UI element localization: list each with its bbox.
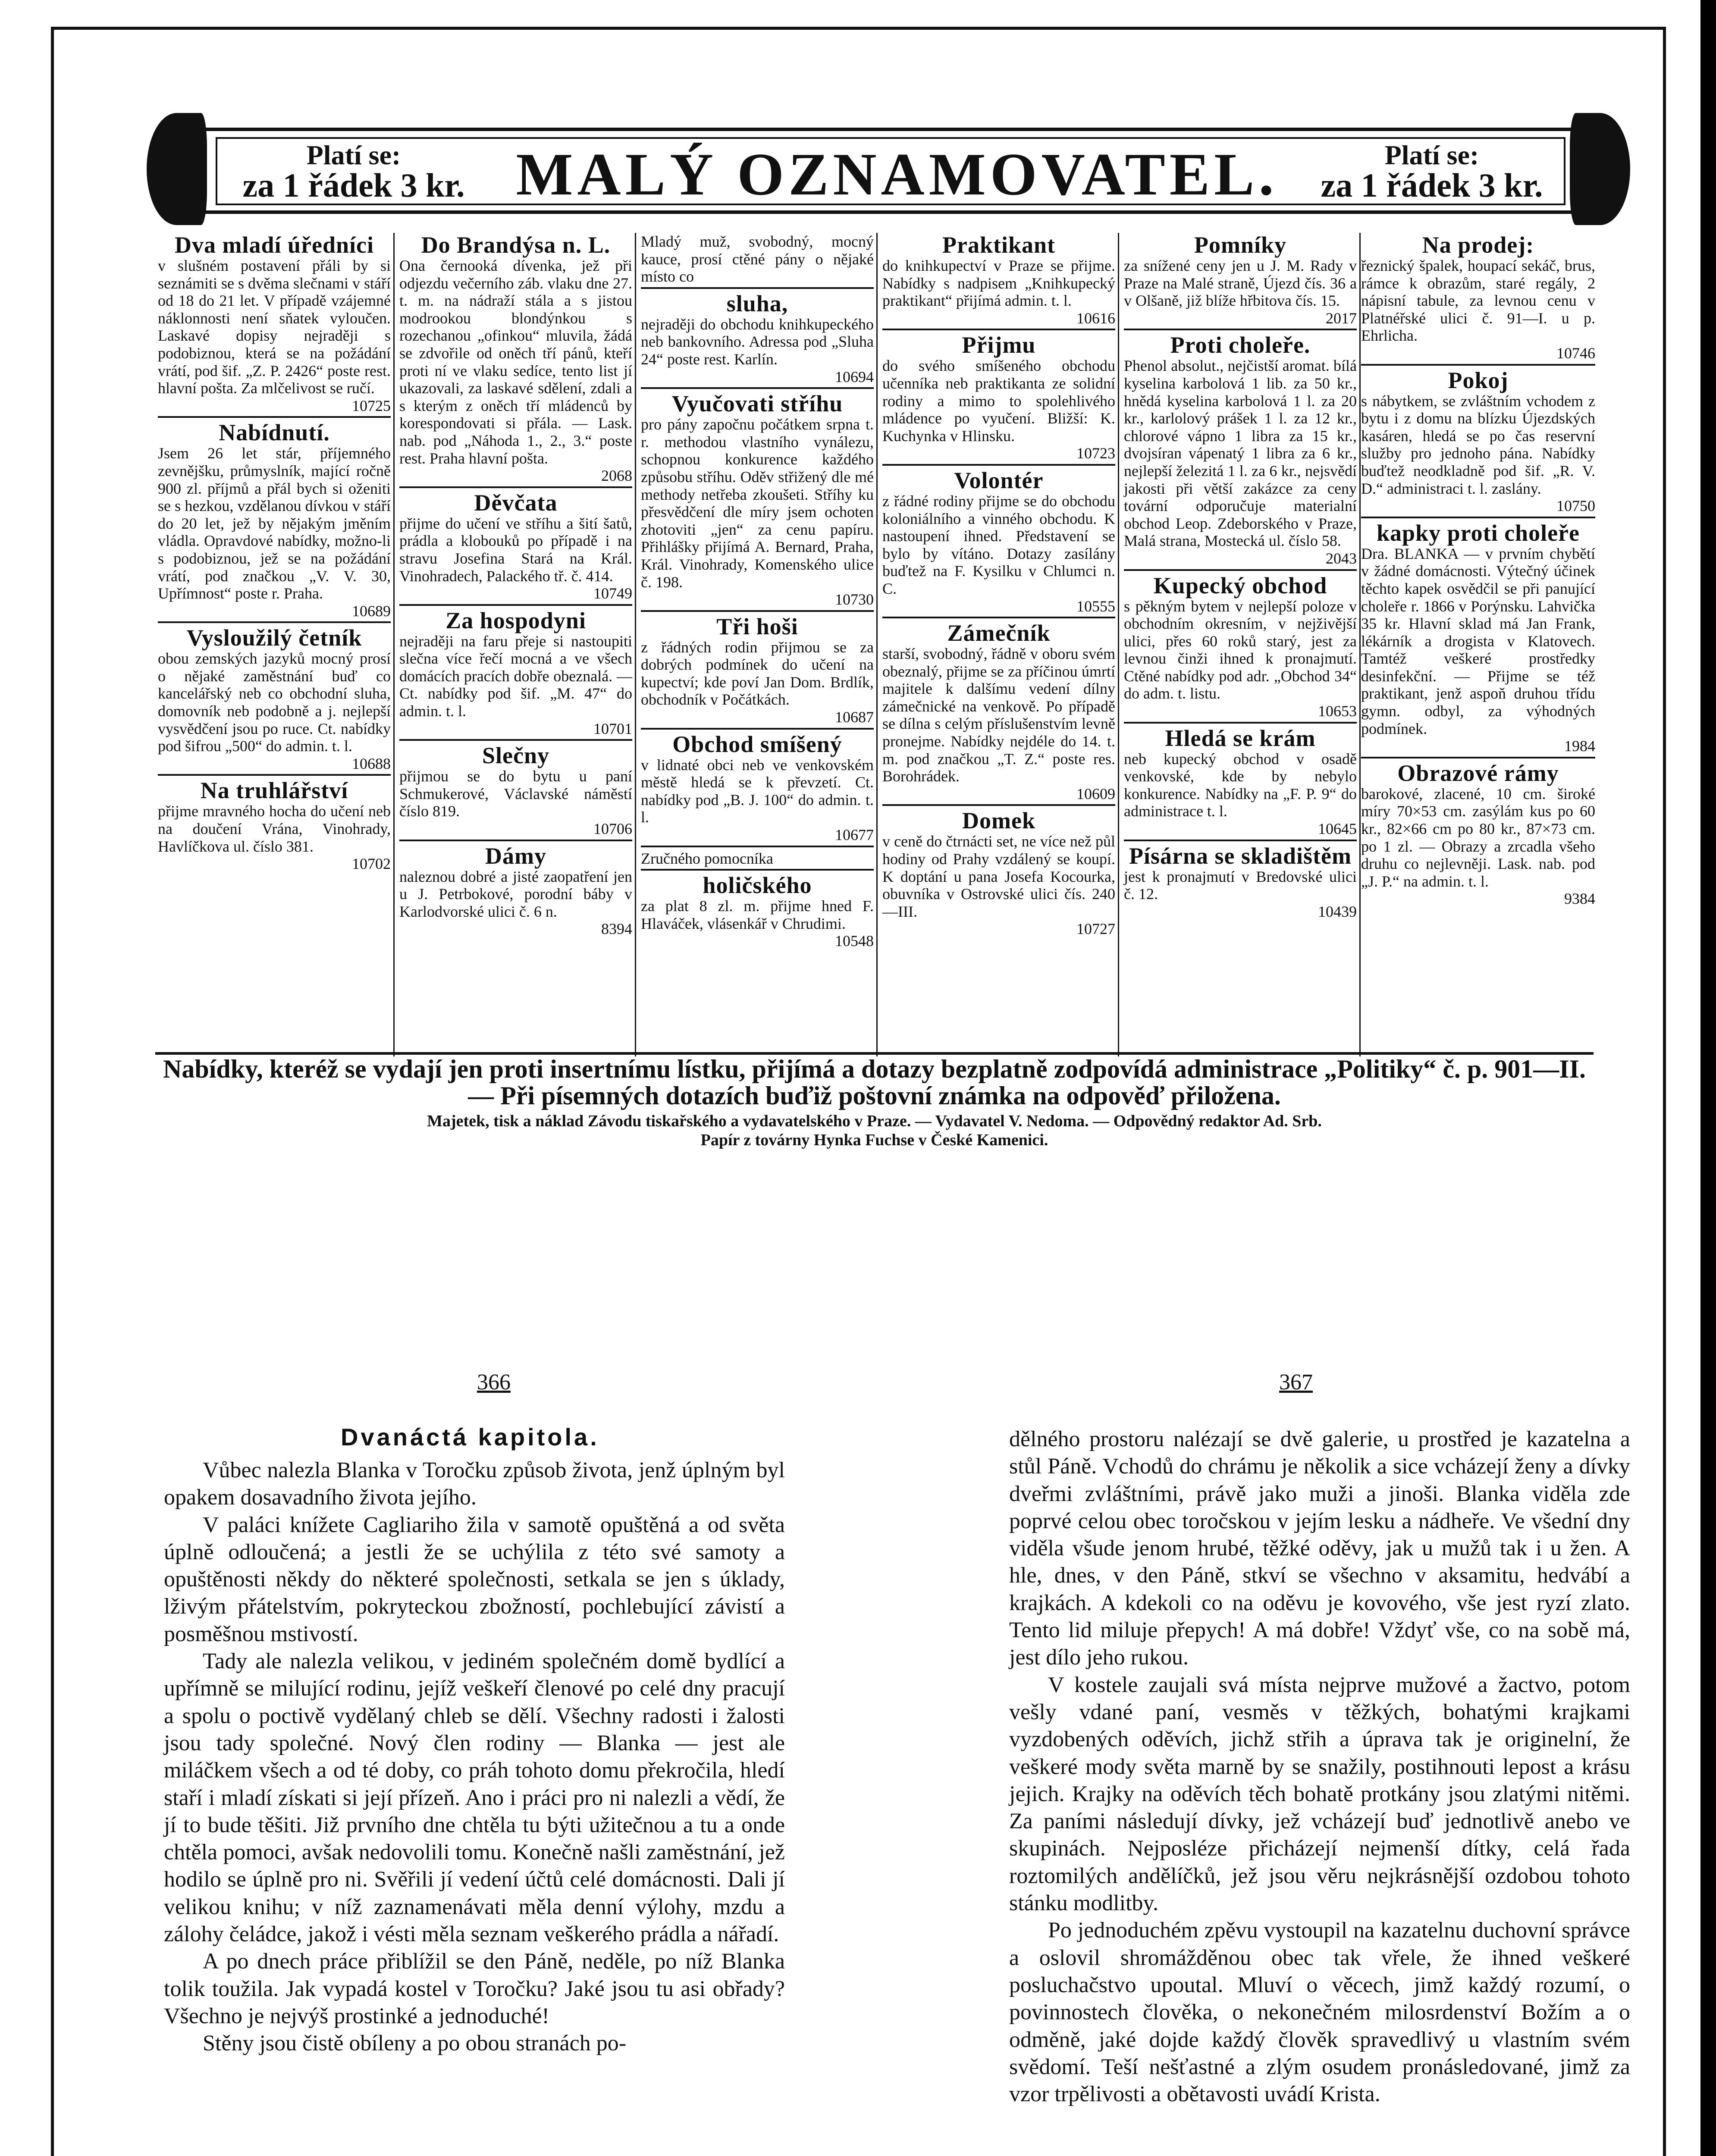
ad-code: 10694 (835, 368, 874, 385)
ad-code: 10677 (835, 826, 874, 844)
classified-ad (158, 778, 391, 874)
ad-code: 10439 (1318, 903, 1357, 920)
ad-code: 10749 (593, 585, 632, 602)
ad-title: Děvčata (474, 489, 558, 516)
header-price-left (233, 140, 474, 204)
ad-title: Slečny (482, 743, 549, 769)
ad-title: Přijmu (962, 332, 1036, 358)
ad-text: za snížené ceny jen u J. M. Rady v Praze na Malé straně, Újezd čís. 36 a v Olšaně, již blíže hřbitova čís. 15. (1124, 257, 1357, 310)
ad-code: 10689 (352, 602, 391, 620)
ad-title: Za hospodyni (445, 607, 586, 633)
ad-text: starší, svobodný, řádně v oboru svém obeznalý, přijme se za příčinou úmrtí majitele k dalšímu vedení dílny zámečnické na venkově. Po případě se dílna s celým příslušenstvím levně pronejme. Nabídky nejdéle do 14. t. m. pod značkou „T. Z.“ poste res. Borohrádek. (882, 645, 1115, 785)
ad-code: 1984 (1564, 737, 1595, 755)
classified-ad (641, 850, 874, 871)
ad-text: z řádných rodin přijmou se za dobrých podmínek do učení na kupectví; kde poví Jan Dom. Brdlík, obchodník v Počátkách. (641, 638, 874, 708)
ad-code: 10653 (1318, 702, 1357, 720)
classified-ad (641, 392, 874, 612)
scan-edge-bar (1700, 0, 1716, 2156)
ad-column (1358, 233, 1598, 1056)
ad-text: Ona černooká dívenka, jež při odjezdu večerního záb. vlaku dne 27. t. m. na nádraží stála a s jistou modrookou blondýnkou s rozechanou „ofinkou“ mluvila, žádá se zdvořile od oněch tří pánů, kteří proti ní ve vlaku sedíce, tento list jí ukazovali, za laskavé sdělení, zdali a s kterým z oněch tří mládenců by korespondovati si přála. — Lask. nab. pod „Náhoda 1., 2., 3.“ poste rest. Praha hlavní pošta. (399, 257, 632, 467)
ad-code: 10548 (835, 932, 874, 950)
text-paragraph: V kostele zaujali svá místa nejprve mužové a žactvo, potom vešly vdané paní, vesměs v těžkých, bohatými krajkami vyzdobených oděvích, jichž střih a úprava tak je originelní, že veškeré mody světa marně by se snažily, postihnouti lepost a krásu jejich. Krajky na oděvích těch bohatě protkány jsou zlatými nitěmi. Za paními následují dívky, jež vcházejí buď jednotlivě anebo ve skupinách. Nejposléze přicházejí nejmenší dítky, celá řada roztomilých andělíčků, jež jsou věru nejkrásnější ozdobou tohoto stánku modlitby. (1009, 1672, 1630, 1916)
classified-ad (1361, 521, 1595, 758)
classified-ad (882, 808, 1115, 940)
page-number-left: 366 (477, 1370, 511, 1395)
ad-title: Pokoj (1448, 367, 1509, 393)
classified-ad (399, 608, 632, 741)
classified-ad (882, 333, 1115, 466)
ad-text: přijme mravného hocha do učení neb na doučení Vrána, Vinohrady, Havlíčkova ul. číslo 381. (158, 802, 391, 855)
classified-ad (1124, 233, 1357, 330)
ad-text: obou zemských jazyků mocný prosí o nějaké zaměstnání buď co kancelářský neb co obchodní sluha, domovník neb podobně a j. nejlepší vysvědčení jsou po ruce. Ct. nabídky pod šifrou „500“ do admin. t. l. (158, 650, 391, 755)
price-right-top: Platí se: (1384, 140, 1479, 170)
administration-notice: Nabídky, kteréž se vydají jen proti insertnímu lístku, přijímá a dotazy bezplatně zodpovídá administrace „Politiky“ č. p. 901—II. — Při písemných dotazích buďiž poštovní známka na odpověď přiložena. (163, 1055, 1586, 1110)
ad-title: Zámečník (947, 620, 1051, 646)
ad-title: Dámy (485, 843, 546, 869)
ad-text: neb kupecký obchod v osadě venkovské, kde by nebylo konkurence. Nabídky na „F. P. 9“ do administrace t. l. (1124, 750, 1357, 820)
ad-title: Kupecký obchod (1153, 572, 1327, 599)
ad-text: pro pány započnu počátkem srpna t. r. methodou vlastního vynálezu, schopnou konkurence každého způsobu stříhu. Oděv střižený dle mé methody netřeba zkoušeti. Stříhy ku přesvědčení dle míry jsem ochoten zhotoviti „jen“ za cenu papíru. Přihlášky přijímá A. Bernard, Praha, Král. Vinohrady, Komenského ulice č. 198. (641, 416, 874, 591)
ad-text: do svého smíšeného obchodu učenníka neb praktikanta ze solidní rodiny a mimo to spolehlivého mládence po vyučení. Bližší: K. Kuchynka v Hlinsku. (882, 357, 1115, 445)
ad-code: 9384 (1564, 890, 1595, 908)
price-right-bottom: za 1 řádek 3 kr. (1321, 166, 1543, 204)
classified-ad (882, 233, 1115, 330)
ad-code: 8394 (601, 920, 632, 938)
ad-text: přijme do učení ve stříhu a šití šatů, prádla a klobouků po případě i na stravu Josefina Stará na Král. Vinohradech, Palackého tř. č. 414. (399, 514, 632, 585)
classified-ads (155, 233, 1594, 1052)
classified-ad (158, 626, 391, 776)
ad-title: sluha, (726, 290, 788, 317)
ad-column (638, 233, 878, 1056)
classified-ad (1124, 573, 1357, 724)
classified-ad (641, 614, 874, 730)
ad-code: 10609 (1076, 785, 1115, 802)
ad-title: Tři hoši (716, 613, 798, 639)
classified-ad (1124, 333, 1357, 570)
imprint-line-2: Papír z továrny Hynka Fuchse v České Kamenici. (700, 1131, 1048, 1149)
ad-text: Mladý muž, svobodný, mocný kauce, prosí ctěné pány o nějaké místo co (641, 233, 874, 285)
ad-code: 10746 (1556, 344, 1595, 362)
ad-code: 10727 (1076, 920, 1115, 938)
imprint-line-1: Majetek, tisk a náklad Závodu tiskařského a vydavatelského v Praze. — Vydavatel V. Nedoma. — Odpovědný redaktor Ad. Srb. (427, 1112, 1322, 1130)
ad-text: Zručného pomocníka (641, 849, 773, 867)
classified-ad (1361, 761, 1595, 909)
ad-column (880, 233, 1119, 1056)
text-paragraph: A po dnech práce přiblížil se den Páně, neděle, po níž Blanka tolik toužila. Jak vypadá kostel v Toročku? Jaké jsou tu asi obřady? Všechno je nejvýš prostinké a jednoduché! (164, 1949, 785, 2028)
classified-ad (1361, 368, 1595, 518)
classified-ad (399, 743, 632, 841)
ad-title: Na prodej: (1422, 232, 1534, 258)
classified-ad (1124, 726, 1357, 841)
classified-ad (158, 420, 391, 623)
ad-text: s nábytkem, se zvláštním vchodem z bytu i z domu na blízku Újezdských kasáren, hledá se po čas reservní služby pro jednoho pána. Nabídky buďtež neodkladně pod šif. „R. V. D.“ administraci t. l. zaslány. (1361, 392, 1595, 497)
ad-text: v ceně do čtrnácti set, ne více než půl hodiny od Prahy vzdálený se koupí. K doptání u pana Josefa Kocourka, obuvníka v Ostrovské ulici čís. 240—III. (882, 833, 1115, 920)
ad-text: řeznický špalek, houpací sekáč, brus, rámce k obrazům, staré regály, 2 nápisní tabule, za levnou cenu v Platnéřské ulici č. 91—I. u p. Ehrlicha. (1361, 257, 1595, 345)
ad-code: 10701 (593, 720, 632, 737)
text-paragraph: Tady ale nalezla velikou, v jediném společném domě bydlící a upřímně se milující rodinu, jejíž veškeří členové po celé dny pracují a spolu o poctivě vydělaný chleb se dělí. Všechny radosti i žalosti jsou tady společné. Nový člen rodiny — Blanka — jest ale miláčkem všech a od té doby, co práh tohoto domu překročila, hledí staří i mladí získati si její přízeň. Ano i práci pro ni nalezli a vědí, že jí to bude těšiti. Již prvního dne chtěla tu býti užitečnou a tu a onde chtěla pomoci, avšak nedovolili tomu. Konečně našli zaměstnání, jež hodilo se úplně pro ni. Svěřili jí vedení účtů celé domácnosti. Dali jí velikou knihu; v níž zaznamenávati měla denní výlohy, mzdu a zálohy čeládce, jakož i vésti měla seznam veškerého prádla a nářadí. (164, 1649, 785, 1947)
ad-text: barokové, zlacené, 10 cm. široké míry 70×53 cm. zasýlám kus po 60 kr., 82×66 cm po 80 kr., 87×73 cm. po 1 zl. — Obrazy a zrcadla všeho druhu co nejlevněji. Lask. nab. pod „J. P.“ na admin. t. l. (1361, 785, 1595, 890)
text-paragraph: Vůbec nalezla Blanka v Toročku způsob života, jenž úplným byl opakem dosavadního života jejího. (164, 1458, 785, 1510)
ad-text: Phenol absolut., nejčistší aromat. bílá kyselina karbolová 1 lib. za 50 kr., hnědá kyselina karbolová 1 l. za 20 kr., karlolový prášek 1 l. za 12 kr., chlorové vápno 1 libra za 15 kr., dvojsíran vápenatý 1 libra za 6 kr., nejlepší železitá 1 l. za 6 kr., nejsvědí jakosti při větší zakázce za ceny tovární odporučuje materialní obchod Leop. Zdeborského v Praze, Malá strana, Mostecká ul. číslo 58. (1124, 357, 1357, 550)
ad-text: naleznou dobré a jisté zaopatření jen u J. Petrbokové, porodní báby v Karlodvorské ulici č. 6 n. (399, 868, 632, 920)
right-ornament (1570, 113, 1630, 225)
right-text-column (1009, 1426, 1630, 2108)
text-paragraph: dělného prostoru nalézají se dvě galerie, u prostřed je kazatelna a stůl Páně. Vchodů do chrámu je několik a sice vcházejí ženy a dívky dveřmi zvláštními, právě jako muži a jinoši. Blanka viděla zde poprvé celou obec toročskou v jejím lesku a nádheře. Ve všední dny viděla všude jenom hrubé, těžké oděvy, jak u mužů tak i u žen. A hle, dnes, v den Páně, stkví se všechno v aksamitu, hedvábí a krajkách. A kdekoli co na oděvu je kovového, vše jest ryzí zlato. Tento lid miluje přepych! A má dobře! Vždyť vše, co na sobě má, jest dílo jeho rukou. (1009, 1427, 1630, 1670)
ad-title: Vysloužilý četník (186, 625, 362, 651)
ad-code: 10616 (1076, 309, 1115, 327)
text-paragraph: V paláci knížete Cagliariho žila v samotě opuštěná a od světa úplně odloučená; a jestli že se uchýlila z této své samoty a opuštěnosti někdy do některé společnosti, setkala se jen s úklady, lživým přátelstvím, pokryteckou zbožností, pochlebující závistí a posměšnou mstivostí. (164, 1512, 785, 1646)
ad-text: jest k pronajmutí v Bredovské ulici č. 12. (1124, 868, 1357, 903)
ad-code: 10723 (1076, 445, 1115, 462)
ad-title: Hledá se krám (1165, 725, 1316, 751)
price-left-bottom: za 1 řádek 3 kr. (242, 166, 465, 204)
classified-ad (1361, 233, 1595, 366)
ad-code: 2043 (1326, 549, 1357, 567)
classified-ad (641, 291, 874, 389)
ad-title: holičského (703, 872, 812, 899)
classified-ad (641, 732, 874, 847)
ad-text: přijmou se do bytu u paní Schmukerové, Václavské náměstí číslo 819. (399, 768, 632, 820)
ad-code: 10750 (1556, 497, 1595, 515)
ad-title: Vyučovati stříhu (671, 391, 843, 417)
ad-title: Domek (962, 808, 1035, 834)
ad-code: 10687 (835, 708, 874, 726)
ad-text: Dra. BLANKA — v prvním chybětí v žádné domácnosti. Výtečný účinek těchto kapek osvědčil se při panující choleře r. 1866 v Porýnsku. Lahvička 35 kr. Hlavní sklad má Jan Frank, lékárník a drogista v Klatovech. Tamtéž veškeré prostředky desinfekční. — Přijme se též praktikant, jenž aspoň druhou třídu gymn. odbyl, za výhodných podmínek. (1361, 545, 1595, 737)
ad-text: z řádné rodiny přijme se do obchodu koloniálního a vinného obchodu. K nastoupení ihned. Představení se bylo by vítáno. Dotazy zasílány buďtež na F. Kysilku v Chlumci n. C. (882, 492, 1115, 597)
ad-text: v slušném postavení přáli by si seznámiti se s dvěma slečnami v stáří od 18 do 21 let. V případě vzájemné náklonnosti není sňatek vyloučen. Laskavé dopisy nejraději s podobiznou, která se na požádání vrátí, pod šif. „Z. P. 2426“ poste rest. hlavní pošta. Za mlčelivost se ručí. (158, 257, 391, 397)
left-ornament (147, 113, 207, 225)
ad-title: kapky proti choleře (1376, 520, 1580, 546)
ad-title: Pomníky (1194, 232, 1287, 258)
classified-ad (641, 873, 874, 952)
ad-code: 10555 (1076, 597, 1115, 615)
ad-text: Jsem 26 let stár, příjemného zevnějšku, průmyslník, mající ročně 900 zl. příjmů a přál bych si oženiti se s hezkou, vzdělanou dívkou v stáří do 20 let, jež by nějakým jměním vládla. Opravdové nabídky, možno-li s podobiznou, jež se na požádání vrátí, pod značkou „V. V. 30, Upřímnost“ poste r. Praha. (158, 445, 391, 602)
ad-column (397, 233, 636, 1056)
ad-title: Dva mladí úředníci (174, 232, 374, 258)
classified-ad (882, 621, 1115, 806)
ad-text: za plat 8 zl. m. přijme hned F. Hlaváček, vlásenkář v Chrudimi. (641, 897, 874, 932)
price-left-top: Platí se: (306, 140, 401, 170)
ad-text: nejraději na faru přeje si nastoupiti slečna více řečí mocná a ve všech domácích pracích dobře obeznalá. — Ct. nabídky pod šif. „M. 47“ do admin. t. l. (399, 632, 632, 720)
text-paragraph: Stěny jsou čistě obíleny a po obou stranách po- (203, 2031, 627, 2056)
classified-ad (641, 233, 874, 289)
classified-ad (399, 233, 632, 488)
classified-ad (882, 468, 1115, 618)
ad-column (1121, 233, 1361, 1056)
ad-text: s pěkným bytem v nejlepší poloze v obchodním okresním, v nejživější ulici, přes 60 roků starý, jest za levnou činži ihned k pronajmutí. Ctěné nabídky pod adr. „Obchod 34“ do adm. t. listu. (1124, 597, 1357, 702)
classified-ad (399, 491, 632, 606)
ad-column (155, 233, 395, 1056)
text-paragraph: Po jednoduchém zpěvu vystoupil na kazatelnu duchovní správce a oslovil shromážděnou obec tak vřele, že ihned veškeré posluchačstvo upoutal. Mluví o věcech, jimž každý rozumí, o povinnostech člověka, o nekonečném milosrdenství Božím a o odměně, jaké dojde každý člověk spravedlivý u vlastním svém svědomí. Teší nešťastné a zlým osudem pronásledované, jimž za vzor trpělivosti a obětavosti uvádí Krista. (1009, 1918, 1630, 2107)
ad-text: do knihkupectví v Praze se přijme. Nabídky s nadpisem „Knihkupecký praktikant“ přijímá admin. t. l. (882, 257, 1115, 310)
ad-text: nejraději do obchodu knihkupeckého neb bankovního. Adressa pod „Sluha 24“ poste rest. Karlín. (641, 315, 874, 368)
classified-ad (158, 233, 391, 418)
ad-title: Volontér (954, 467, 1044, 493)
classified-ad (1124, 844, 1357, 922)
imprint (155, 1112, 1594, 1150)
chapter-title: Dvanáctá kapitola. (341, 1423, 599, 1451)
ad-code: 10725 (352, 397, 391, 414)
ad-code: 10702 (352, 855, 391, 873)
ad-code: 10730 (835, 591, 874, 608)
left-text-column (164, 1457, 785, 2057)
header-title: MALÝ OZNAMOVATEL. (516, 141, 1278, 208)
ad-title: Obrazové rámy (1397, 760, 1559, 786)
ad-code: 2068 (601, 467, 632, 485)
ad-code: 10706 (593, 820, 632, 838)
classified-ad (399, 844, 632, 940)
ad-title: Do Brandýsa n. L. (421, 232, 611, 258)
ad-title: Na truhlářství (200, 777, 348, 804)
ad-code: 10645 (1318, 820, 1357, 838)
ad-title: Písárna se skladištěm (1129, 843, 1352, 869)
ad-title: Proti choleře. (1170, 332, 1311, 358)
ad-title: Obchod smíšený (672, 731, 842, 757)
ad-title: Praktikant (942, 232, 1056, 258)
page-number-right: 367 (1279, 1370, 1313, 1395)
header-price-right (1307, 140, 1557, 204)
ad-code: 10688 (352, 755, 391, 772)
ad-code: 2017 (1326, 309, 1357, 327)
ad-text: v lidnaté obci neb ve venkovském městě hledá se k převzetí. Ct. nabídky pod „B. J. 100“ do admin. t. l. (641, 756, 874, 826)
ad-title: Nabídnutí. (219, 420, 330, 446)
